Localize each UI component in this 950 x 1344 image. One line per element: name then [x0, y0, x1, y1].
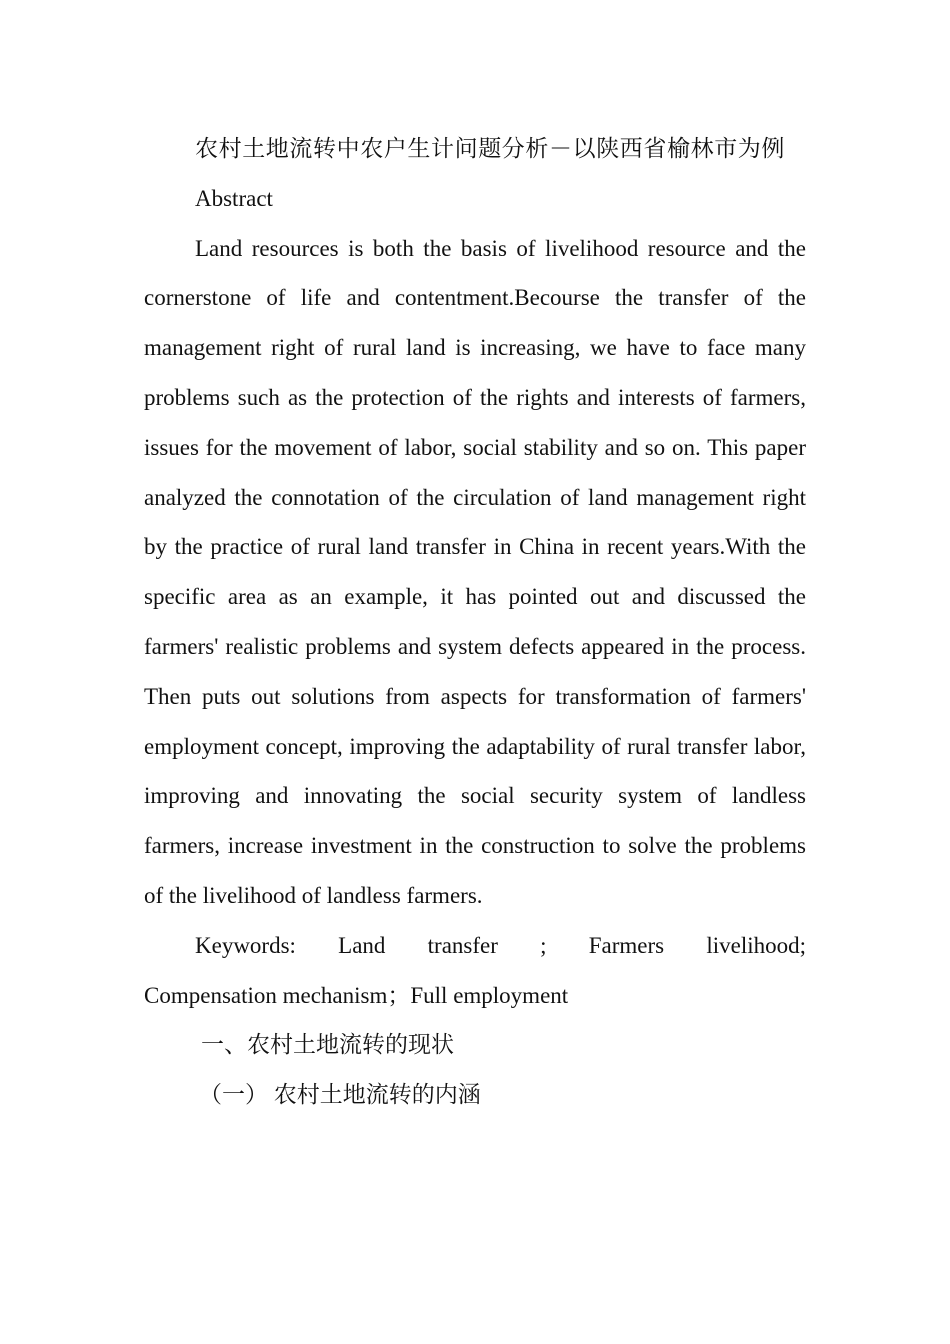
subsection-heading: （一） 农村土地流转的内涵 [199, 1082, 481, 1108]
section-heading: 一、农村土地流转的现状 [201, 1032, 454, 1058]
document-body [144, 124, 806, 1120]
keywords-paragraph [144, 921, 806, 1021]
keywords-line-1: Keywords: Land transfer ; Farmers livelihood; [195, 932, 806, 958]
keywords-line-2: Compensation mechanism；Full employment [144, 982, 569, 1008]
abstract-paragraph: Land resources is both the basis of livelihood resource and the cornerstone of life and contentment.Becourse the transfer of the management right of rural land is increasing, we have to face many problems such as the protection of the rights and interests of farmers, issues for the movement of labor, social stability and so on. This paper analyzed the connotation of the circulation of land management right by the practice of rural land transfer in China in recent years.With the specific area as an example, it has pointed out and discussed the farmers' realistic problems and system defects appeared in the process. Then puts out solutions from aspects for transformation of farmers' employment concept, improving the adaptability of rural transfer labor, improving and innovating the social security system of landless farmers, increase investment in the construction to solve the problems of the livelihood of landless farmers. [144, 235, 806, 908]
abstract-heading: Abstract [195, 185, 273, 211]
document-title: 农村土地流转中农户生计问题分析－以陕西省榆林市为例 [195, 136, 785, 161]
